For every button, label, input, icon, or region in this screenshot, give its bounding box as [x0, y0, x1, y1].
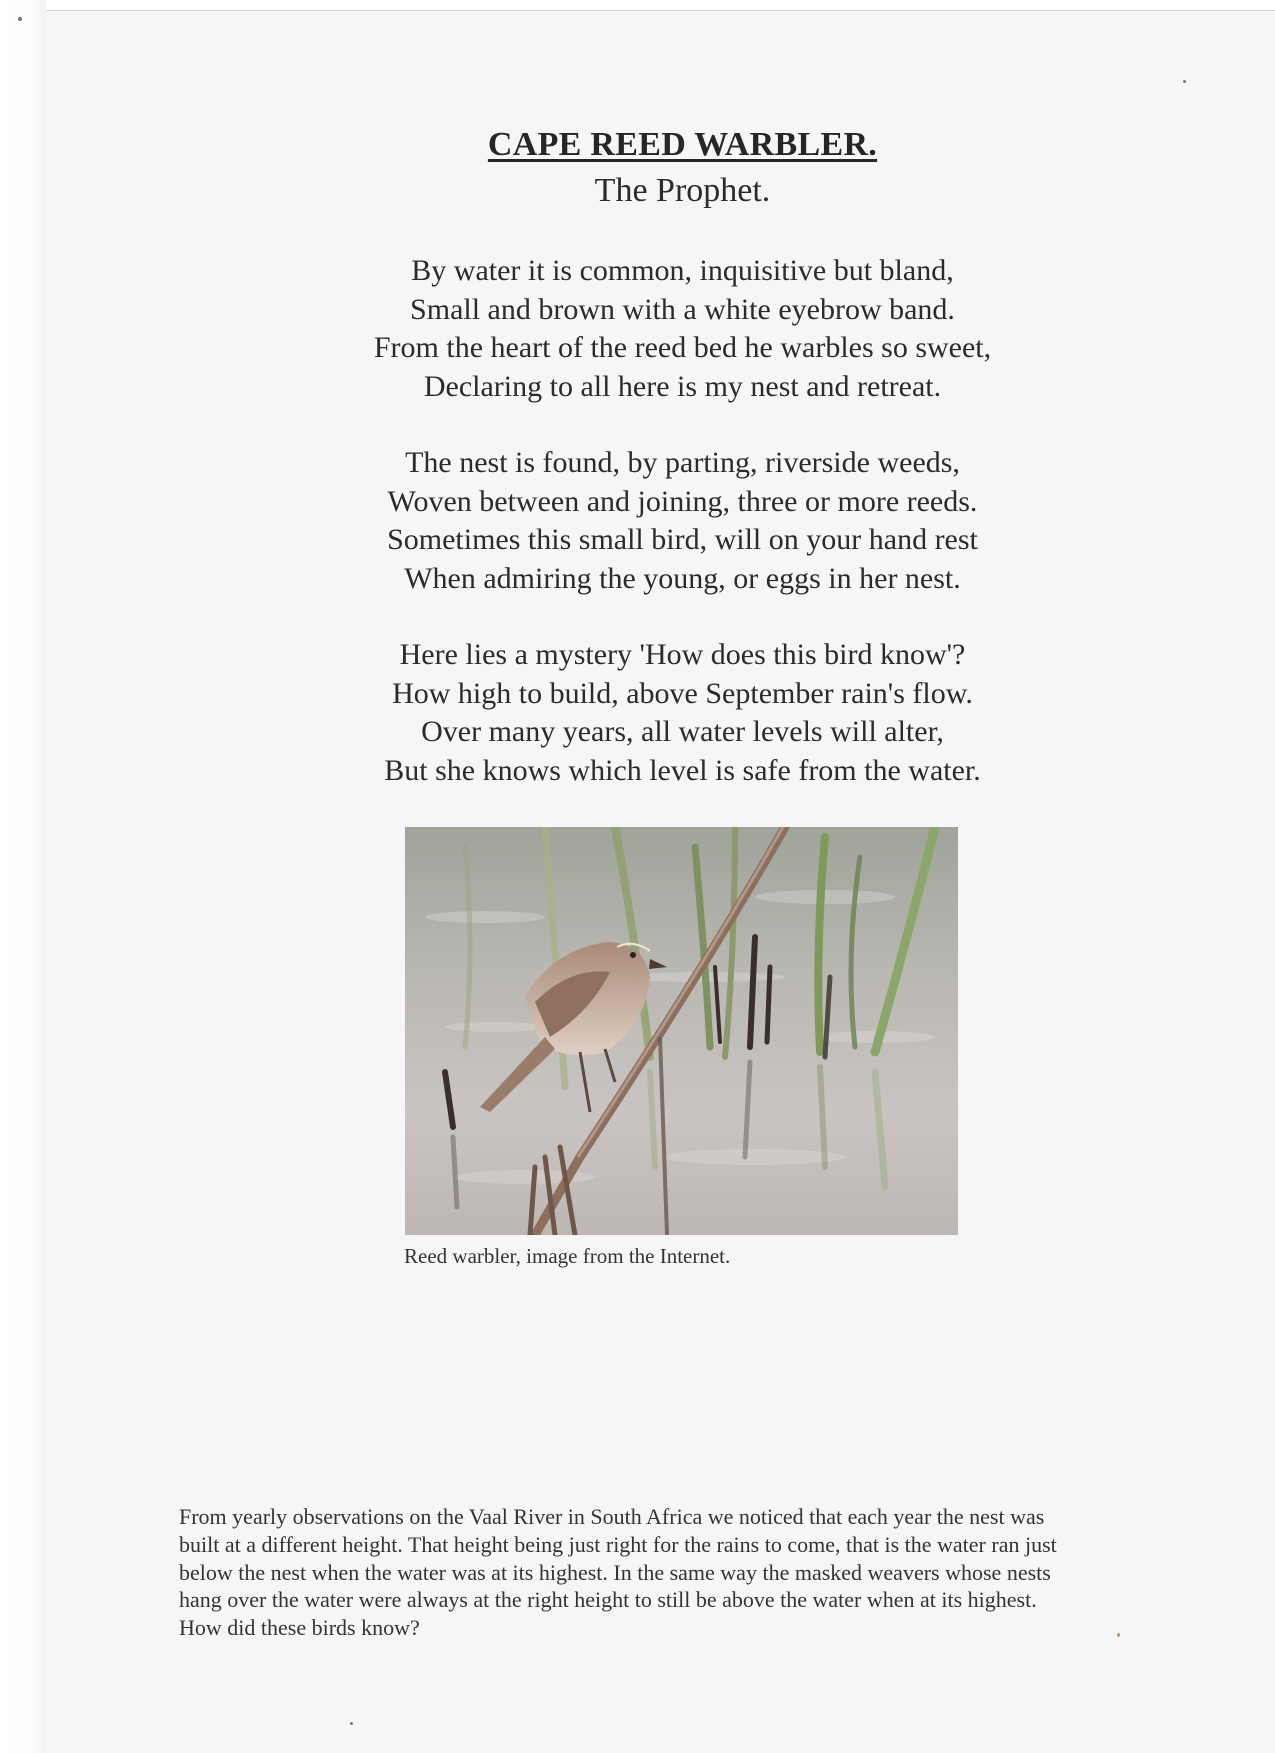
note-line: below the nest when the water was at its highest. In the same way the masked weavers whose nests [179, 1559, 1051, 1585]
poem-title: CAPE REED WARBLER. [487, 126, 878, 163]
reed-warbler-photo [405, 827, 958, 1235]
scan-speck [18, 17, 22, 21]
scan-speck [1183, 80, 1186, 83]
poem-line: By water it is common, inquisitive but bland, [411, 254, 954, 287]
poem-line: Over many years, all water levels will alter, [421, 715, 944, 748]
poem-line: Woven between and joining, three or more reeds. [387, 484, 978, 518]
poem-subtitle: The Prophet. [594, 172, 771, 209]
scan-speck [350, 1722, 353, 1725]
photo-caption: Reed warbler, image from the Internet. [404, 1244, 731, 1268]
poem-line: Here lies a mystery 'How does this bird know'? [399, 638, 966, 671]
poem-line: How high to build, above September rain's flow. [392, 676, 973, 710]
note-line: From yearly observations on the Vaal River in South Africa we noticed that each year the nest was [179, 1504, 1045, 1529]
poem-line: Small and brown with a white eyebrow band. [410, 292, 955, 326]
stanza-2 [0, 444, 1275, 598]
note-line: built at a different height. That height being just right for the rains to come, that is the water ran just [179, 1531, 1057, 1557]
poem-line: Sometimes this small bird, will on your hand rest [387, 523, 978, 556]
poem-line: The nest is found, by parting, riverside weeds, [405, 446, 960, 479]
observation-note [179, 1503, 1199, 1642]
stanza-1 [0, 252, 1275, 406]
poem-line: But she knows which level is safe from the water. [384, 753, 981, 787]
note-line: hang over the water were always at the right height to still be above the water when at its highest. [179, 1587, 1037, 1613]
poem-line: When admiring the young, or eggs in her nest. [404, 561, 961, 595]
stanza-3 [0, 636, 1275, 790]
note-line: How did these birds know? [179, 1615, 420, 1641]
poem-line: From the heart of the reed bed he warbles so sweet, [373, 331, 992, 364]
page-top-edge [46, 0, 1275, 11]
poem-line: Declaring to all here is my nest and retreat. [423, 369, 942, 403]
